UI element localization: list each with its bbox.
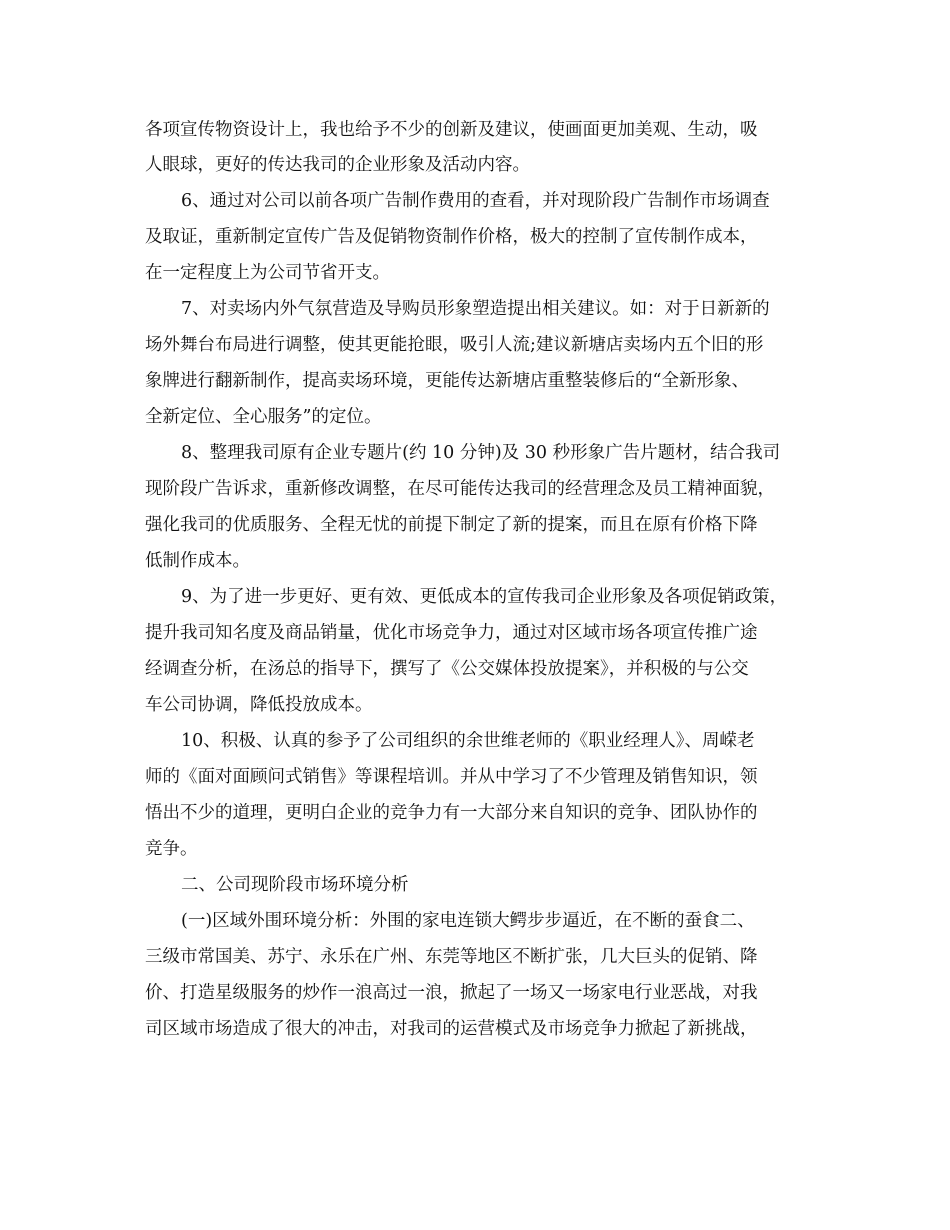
text-line: 全新定位、全心服务”的定位。 (145, 407, 382, 427)
text-line: 车公司协调，降低投放成本。 (145, 695, 373, 715)
paragraph-start-line: 10、积极、认真的参予了公司组织的余世维老师的《职业经理人》、周嵘老 (181, 731, 755, 751)
text-line: 场外舞台布局进行调整，使其更能抢眼，吸引人流;建议新塘店卖场内五个旧的形 (145, 335, 764, 355)
text-line: 经调查分析，在汤总的指导下，撰写了《公交媒体投放提案》，并积极的与公交 (145, 659, 749, 679)
text-line: 低制作成本。 (145, 551, 250, 571)
text-line: 价、打造星级服务的炒作一浪高过一浪，掀起了一场又一场家电行业恶战，对我 (145, 983, 758, 1003)
text-line: 象牌进行翻新制作，提高卖场环境，更能传达新塘店重整装修后的“全新形象、 (145, 371, 749, 391)
text-line: 师的《面对面顾问式销售》等课程培训。并从中学习了不少管理及销售知识，领 (145, 767, 758, 787)
text-line: 司区域市场造成了很大的冲击，对我司的运营模式及市场竞争力掀起了新挑战， (145, 1019, 758, 1039)
text-line: 悟出不少的道理，更明白企业的竞争力有一大部分来自知识的竞争、团队协作的 (145, 803, 758, 823)
text-line: 提升我司知名度及商品销量，优化市场竞争力，通过对区域市场各项宣传推广途 (145, 623, 758, 643)
paragraph-start-line: (一)区域外围环境分析：外围的家电连锁大鳄步步逼近，在不断的蚕食二、 (181, 911, 755, 931)
text-line: 三级市常国美、苏宁、永乐在广州、东莞等地区不断扩张，几大巨头的促销、降 (145, 947, 758, 967)
text-line: 各项宣传物资设计上，我也给予不少的创新及建议，使画面更加美观、生动，吸 (145, 120, 758, 140)
paragraph-start-line: 9、为了进一步更好、更有效、更低成本的宣传我司企业形象及各项促销政策， (181, 587, 788, 607)
text-line: 人眼球，更好的传达我司的企业形象及活动内容。 (145, 155, 530, 175)
text-line: 及取证，重新制定宣传广告及促销物资制作价格，极大的控制了宣传制作成本， (145, 227, 758, 247)
text-line: 强化我司的优质服务、全程无忧的前提下制定了新的提案，而且在原有价格下降 (145, 515, 758, 535)
paragraph-start-line: 6、通过对公司以前各项广告制作费用的查看，并对现阶段广告制作市场调查 (181, 191, 770, 211)
paragraph-start-line: 7、对卖场内外气氛营造及导购员形象塑造提出相关建议。如：对于日新新的 (181, 299, 770, 319)
text-line: 在一定程度上为公司节省开支。 (145, 263, 390, 283)
paragraph-start-line: 8、整理我司原有企业专题片(约 10 分钟)及 30 秒形象广告片题材，结合我司 (181, 443, 781, 463)
section-heading-line: 二、公司现阶段市场环境分析 (181, 875, 409, 895)
text-line: 竞争。 (145, 839, 198, 859)
text-line: 现阶段广告诉求，重新修改调整，在尽可能传达我司的经营理念及员工精神面貌， (145, 479, 775, 499)
